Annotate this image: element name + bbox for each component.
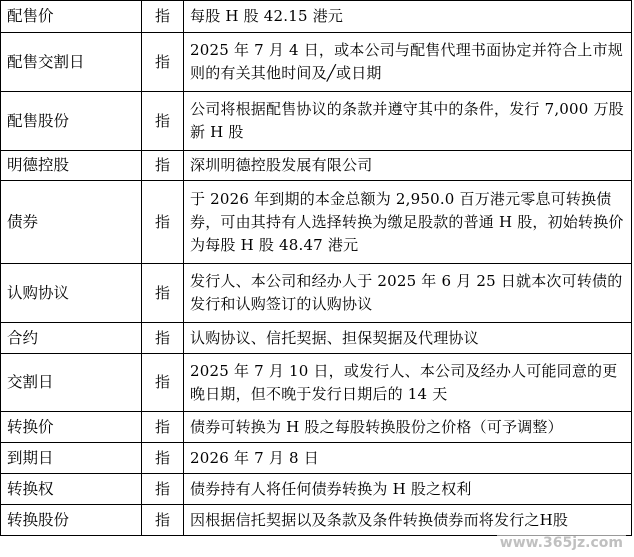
term-cell: 债券 <box>1 181 142 264</box>
table-row <box>1 264 632 323</box>
definition-cell: 2025 年 7 月 10 日，或发行人、本公司及经办人可能同意的更晚日期，但不晚于发行日期后的 14 天 <box>184 354 632 412</box>
term-cell: 配售交割日 <box>1 33 142 92</box>
term-cell: 合约 <box>1 323 142 354</box>
definition-cell: 深圳明德控股发展有限公司 <box>184 151 632 181</box>
term-cell: 到期日 <box>1 443 142 474</box>
term-cell: 转换股份 <box>1 505 142 536</box>
definition-cell: 发行人、本公司和经办人于 2025 年 6 月 25 日就本次可转债的发行和认购签订的认购协议 <box>184 264 632 323</box>
term-cell: 配售价 <box>1 1 142 33</box>
definition-cell: 因根据信托契据以及条款及条件转换债券而将发行之H股 <box>184 505 632 536</box>
table-row <box>1 505 632 536</box>
definition-cell: 公司将根据配售协议的条款并遵守其中的条件，发行 7,000 万股新 H 股 <box>184 92 632 151</box>
term-cell: 明德控股 <box>1 151 142 181</box>
table-row <box>1 92 632 151</box>
table-row <box>1 33 632 92</box>
table-row <box>1 412 632 443</box>
definition-cell: 于 2026 年到期的本金总额为 2,950.0 百万港元零息可转换债券，可由其持有人选择转换为缴足股款的普通 H 股，初始转换价为每股 H 股 48.47 港元 <box>184 181 632 264</box>
marker-cell: 指 <box>142 443 184 474</box>
marker-cell: 指 <box>142 151 184 181</box>
term-cell: 认购协议 <box>1 264 142 323</box>
definition-cell: 2025 年 7 月 4 日，或本公司与配售代理书面协定并符合上市规则的有关其他时间及╱或日期 <box>184 33 632 92</box>
term-cell: 交割日 <box>1 354 142 412</box>
definition-cell: 2026 年 7 月 8 日 <box>184 443 632 474</box>
marker-cell: 指 <box>142 354 184 412</box>
definition-cell: 债券持有人将任何债券转换为 H 股之权利 <box>184 474 632 505</box>
term-cell: 转换价 <box>1 412 142 443</box>
table-row <box>1 443 632 474</box>
marker-cell: 指 <box>142 1 184 33</box>
table-row <box>1 181 632 264</box>
marker-cell: 指 <box>142 323 184 354</box>
marker-cell: 指 <box>142 33 184 92</box>
marker-cell: 指 <box>142 181 184 264</box>
site-watermark: www.365jz.com <box>497 535 626 551</box>
definition-cell: 每股 H 股 42.15 港元 <box>184 1 632 33</box>
table-row <box>1 1 632 33</box>
table-row <box>1 354 632 412</box>
table-row <box>1 151 632 181</box>
definition-cell: 认购协议、信托契据、担保契据及代理协议 <box>184 323 632 354</box>
marker-cell: 指 <box>142 264 184 323</box>
marker-cell: 指 <box>142 92 184 151</box>
term-cell: 配售股份 <box>1 92 142 151</box>
definitions-table-body <box>1 1 632 536</box>
marker-cell: 指 <box>142 505 184 536</box>
table-row <box>1 474 632 505</box>
definition-cell: 债券可转换为 H 股之每股转换股份之价格（可予调整） <box>184 412 632 443</box>
marker-cell: 指 <box>142 474 184 505</box>
term-cell: 转换权 <box>1 474 142 505</box>
marker-cell: 指 <box>142 412 184 443</box>
table-row <box>1 323 632 354</box>
